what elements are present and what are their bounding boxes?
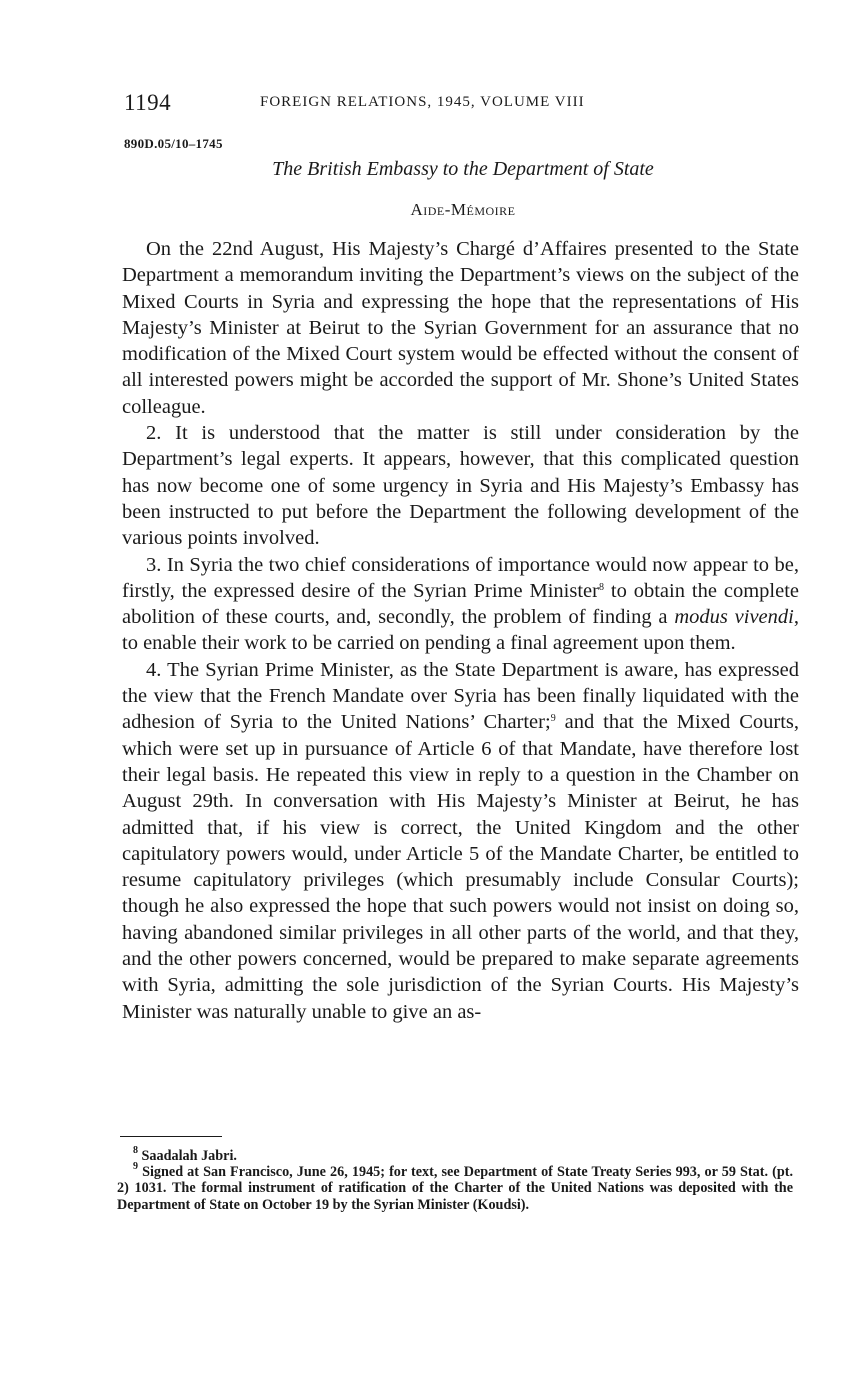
paragraph-3-text-c: , to enable their work to be carried on pending a final agreement upon them. [122,606,799,655]
footnote-8 [117,1145,793,1164]
footnote-8-text: Saadalah Jabri. [141,1148,237,1164]
paragraph-4-text-b: and that the Mixed Courts, which were set up in pursuance of Article 6 of that Mandate, have therefore lost their legal basis. He repeated this view in reply to a question in the Chamber on August 29th. In conversation with His Majesty’s Minister at Beirut, he has admitted that, if his view is correct, the United Kingdom and the other capitulatory powers would, under Article 5 of the Mandate Charter, be entitled to resume capitulatory privileges (which presumably include Consular Courts); though he also expressed the hope that such powers would not insist on doing so, having abandoned similar privileges in all other parts of the world, and that they, and the other powers concerned, would be prepared to make separate agreements with Syria, admitting the sole jurisdiction of the Syrian Courts. His Majesty’s Minister was naturally unable to give an as- [122,711,799,1023]
italic-phrase: modus vivendi [674,606,794,629]
paragraph-4 [122,657,799,1025]
footnote-8-marker: 8 [133,1145,138,1156]
footnote-9-marker: 9 [133,1161,138,1173]
page-number: 1194 [124,90,172,115]
paragraph-2-text: 2. It is understood that the matter is still under consideration by the Department’s legal experts. It appears, however, that this complicated question has now become one of some urgency in Syria and His Majesty’s Embassy has been instructed to put before the Department the following development of the various points involved. [122,422,799,550]
footnotes [117,1145,794,1213]
footnote-9 [117,1161,794,1213]
paragraph-2 [122,420,799,551]
paragraph-1-text: On the 22nd August, His Majesty’s Chargé d’Affaires presented to the State Department a memorandum inviting the Department’s views on the subject of the Mixed Courts in Syria and expressing the hope that the representations of His Majesty’s Minister at Beirut to the Syrian Government for an assurance that no modification of the Mixed Court system would be effected without the consent of all interested powers might be accorded the support of Mr. Shone’s United States colleague. [122,238,799,418]
paragraph-4-text-a: 4. The Syrian Prime Minister, as the State Department is aware, has expressed the view that the French Mandate over Syria has been finally liquidated with the adhesion of Syria to the United Nations’ Charter; [122,658,799,734]
paragraph-3-text-b: to obtain the complete abolition of these courts, and, secondly, the problem of finding a [122,579,799,629]
paragraph-3 [122,552,799,657]
footnote-9-text: Signed at San Francisco, June 26, 1945; for text, see Department of State Treaty Series 993, or 59 Stat. (pt. 2) 1031. The formal instrument of ratification of the Charter of the United Nations was deposited with the Department of State on October 19 by the Syrian Minister (Koudsi). [117,1164,794,1213]
document-type: Aide-Mémoire [410,200,516,219]
paragraph-3-text-a: 3. In Syria the two chief considerations of importance would now appear to be, firstly, the expressed desire of the Syrian Prime Minister [122,553,799,602]
file-number: 890D.05/10–1745 [124,136,223,151]
paragraph-1 [122,236,799,420]
footnote-ref-8: 8 [598,581,604,593]
footnote-ref-9: 9 [550,713,556,725]
running-title: FOREIGN RELATIONS, 1945, VOLUME VIII [260,94,585,110]
body-text [122,236,799,1025]
running-header [124,90,796,120]
document-heading: The British Embassy to the Department of State [272,158,654,180]
footnote-divider [120,1136,222,1137]
